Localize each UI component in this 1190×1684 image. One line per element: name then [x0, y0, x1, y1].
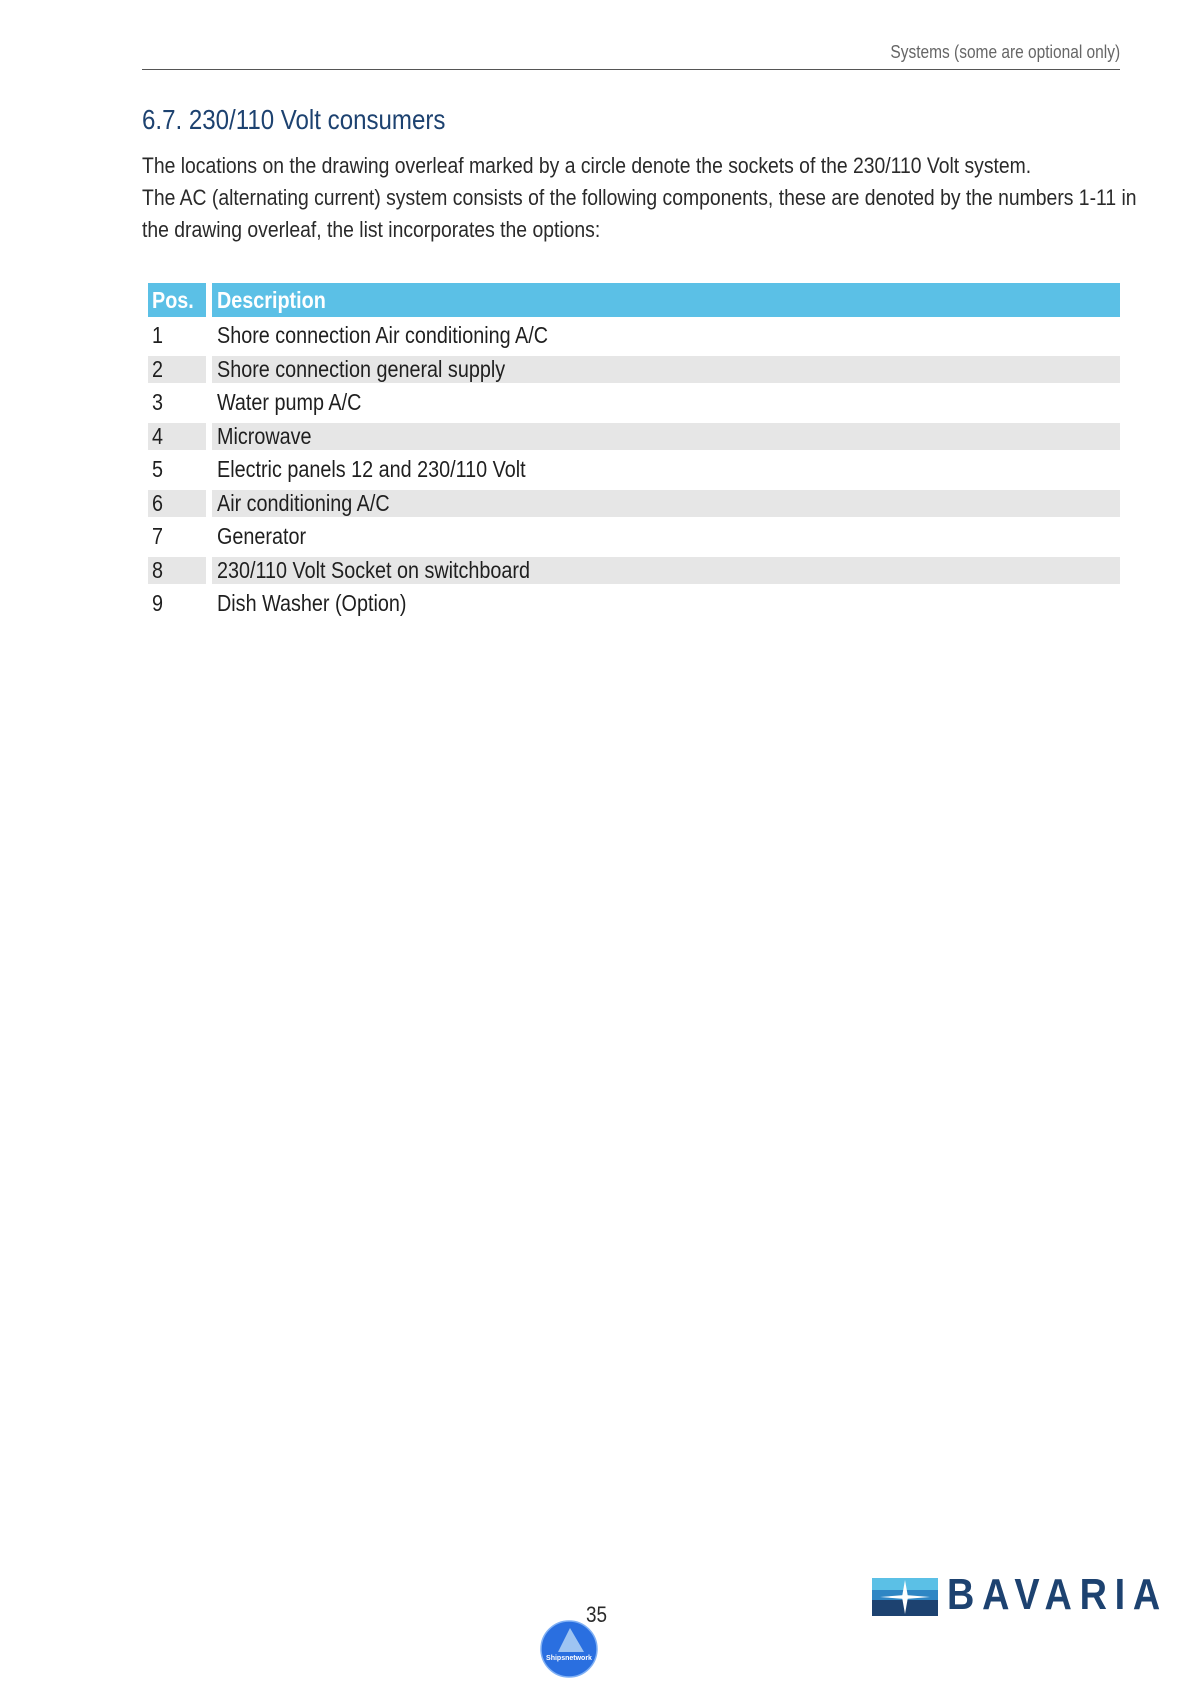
- table-row: [148, 557, 1120, 591]
- row-pos: 9: [152, 590, 164, 616]
- row-description: Water pump A/C: [217, 389, 362, 415]
- table-row: [148, 490, 1120, 524]
- components-paragraph-line-1: The AC (alternating current) system consists of the following components, these are denoted by the numbers 1-11 in: [142, 185, 1137, 210]
- table-row: [148, 523, 1120, 557]
- row-pos: 7: [152, 523, 164, 549]
- row-description: Shore connection Air conditioning A/C: [217, 322, 548, 348]
- row-pos: 2: [148, 356, 206, 383]
- table-row: [148, 389, 1120, 423]
- table-header-row: [148, 283, 1120, 322]
- row-description: Shore connection general supply: [212, 356, 1120, 383]
- intro-paragraph: The locations on the drawing overleaf marked by a circle denote the sockets of the 230/110 Volt system.: [142, 153, 1032, 178]
- running-head: Systems (some are optional only): [890, 42, 1120, 62]
- table-row: [148, 423, 1120, 457]
- row-pos: 5: [152, 456, 164, 482]
- column-header-description: Description: [212, 283, 1120, 317]
- row-description: Generator: [217, 523, 307, 549]
- row-pos: 3: [152, 389, 164, 415]
- svg-text:Shipsnetwork: Shipsnetwork: [546, 1655, 592, 1662]
- column-header-pos: Pos.: [148, 283, 206, 317]
- row-pos: 1: [152, 322, 164, 348]
- table-row: [148, 356, 1120, 390]
- row-description: Air conditioning A/C: [212, 490, 1120, 517]
- row-description: Dish Washer (Option): [217, 590, 407, 616]
- header-rule: [142, 69, 1120, 70]
- shipsnetwork-watermark-icon: [540, 1620, 598, 1678]
- table-row: [148, 322, 1120, 356]
- components-paragraph-line-2: the drawing overleaf, the list incorporates the options:: [142, 217, 601, 242]
- page-number: 35: [586, 1602, 608, 1627]
- row-description: Microwave: [212, 423, 1120, 450]
- row-pos: 8: [148, 557, 206, 584]
- consumers-table: [148, 283, 1120, 624]
- bavaria-logo-wordmark: BAVARIA: [947, 1570, 1168, 1619]
- table-row: [148, 590, 1120, 624]
- row-pos: 4: [148, 423, 206, 450]
- row-pos: 6: [148, 490, 206, 517]
- row-description: 230/110 Volt Socket on switchboard: [212, 557, 1120, 584]
- section-title: 6.7. 230/110 Volt consumers: [142, 104, 446, 135]
- row-description: Electric panels 12 and 230/110 Volt: [217, 456, 526, 482]
- table-row: [148, 456, 1120, 490]
